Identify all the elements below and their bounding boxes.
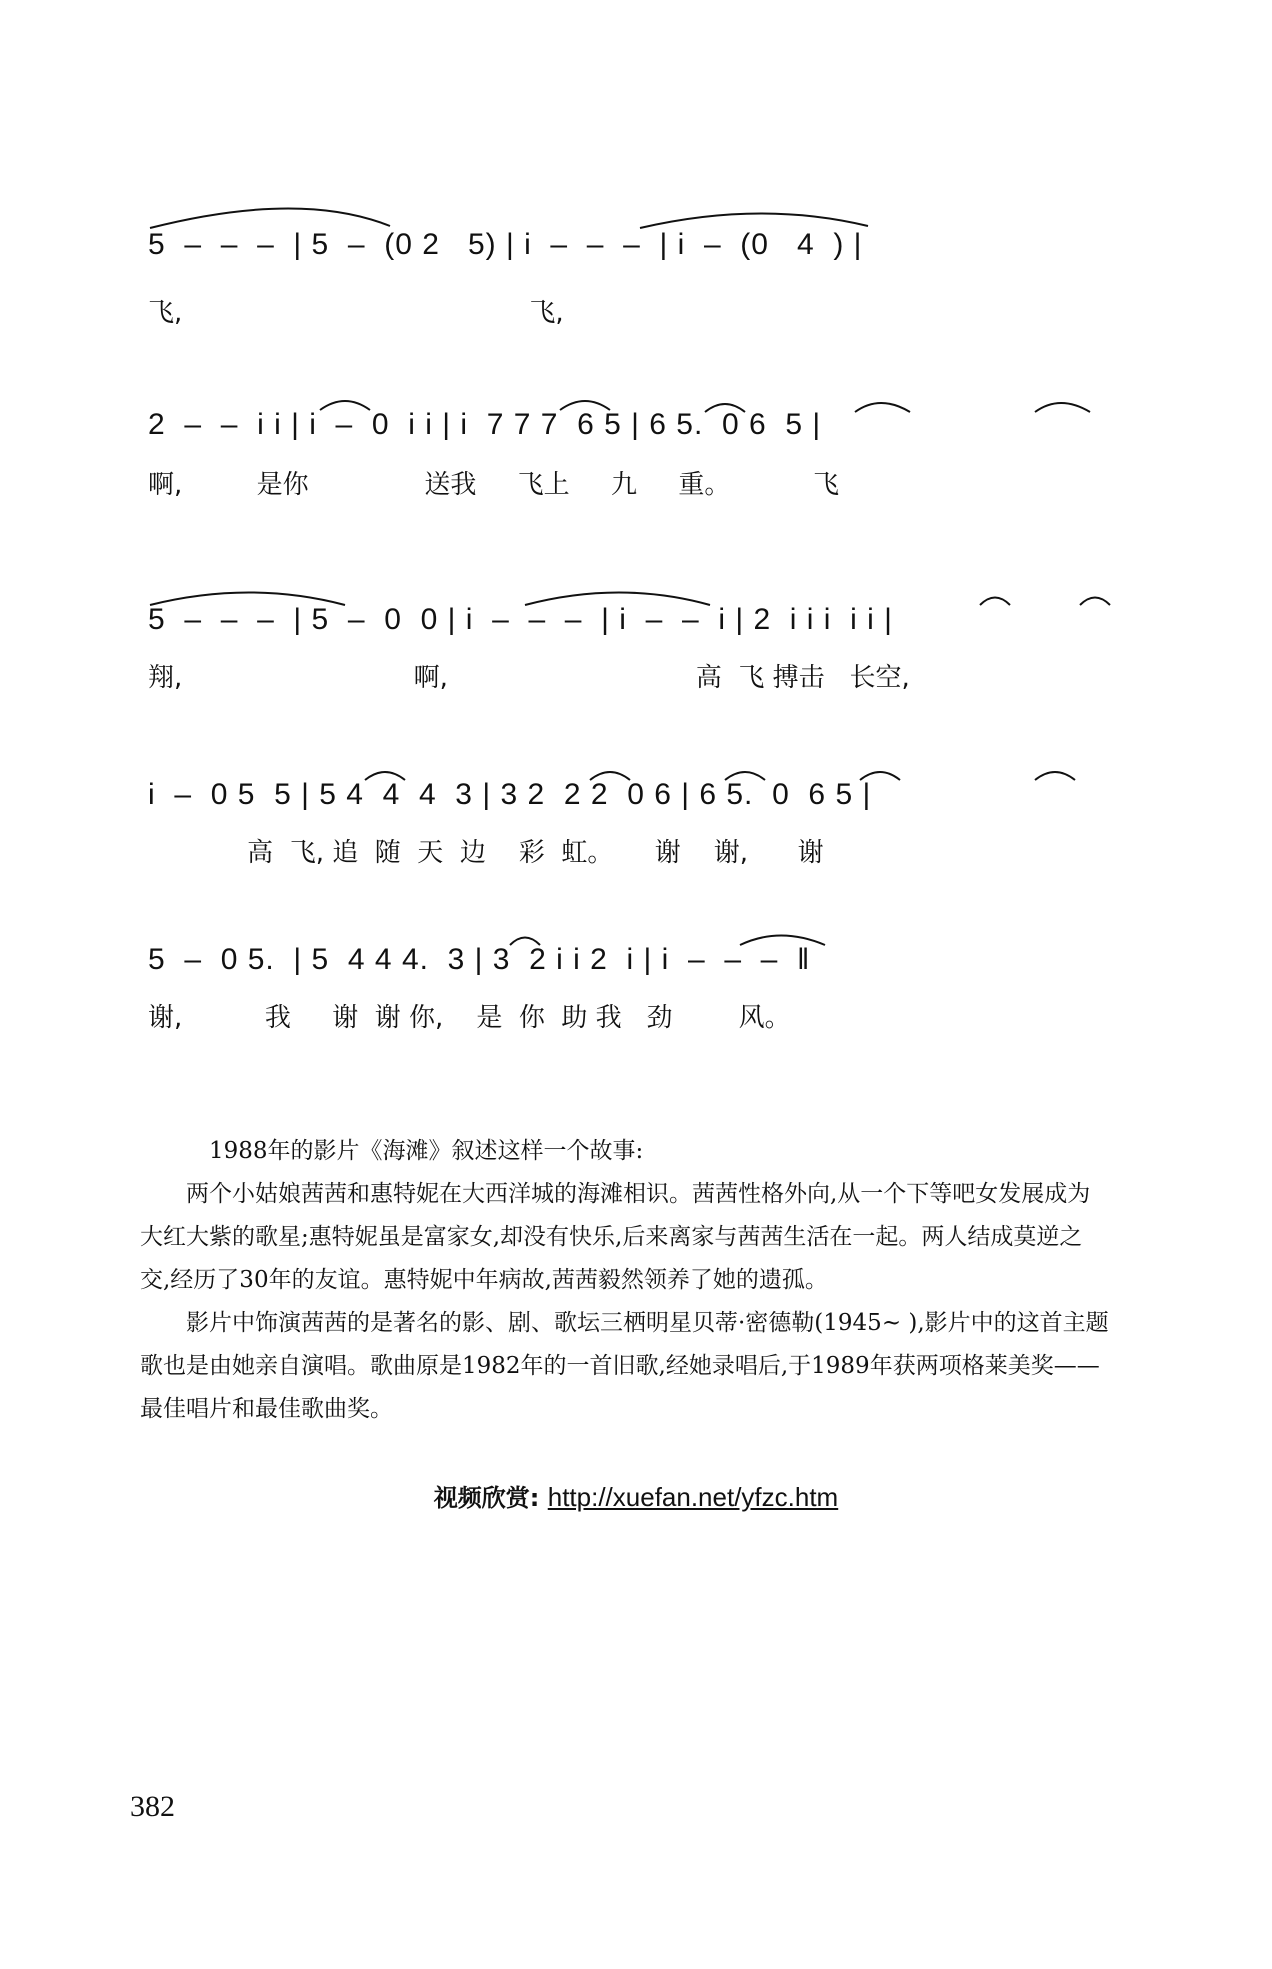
score-notes: 5 – – – | 5 – 0 0 | i – – – | i – – i | 2 i i i i i |	[148, 603, 893, 636]
score-lyrics: 翔, 啊, 高 飞 搏击 长空,	[148, 663, 910, 693]
score-lyrics: 高 飞, 追 随 天 边 彩 虹。 谢 谢, 谢	[148, 838, 824, 868]
story-paragraph-1: 两个小姑娘茜茜和惠特妮在大西洋城的海滩相识。茜茜性格外向,从一个下等吧女发展成为大红大紫的歌星;惠特妮虽是富家女,却没有快乐,后来离家与茜茜生活在一起。两人结成莫逆之交,经历了30年的友谊。惠特妮中年病故,茜茜毅然领养了她的遗孤。	[140, 1181, 1091, 1293]
video-link[interactable]: http://xuefan.net/yfzc.htm	[547, 1482, 839, 1512]
story-intro: 1988年的影片《海滩》叙述这样一个故事:	[209, 1138, 644, 1164]
score-notes: 2 – – i i | i – 0 i i | i 7 7 7 6 5 | 6 5. 0 6 5 |	[148, 408, 822, 441]
score-lyrics: 谢, 我 谢 谢 你, 是 你 助 我 劲 风。	[148, 1003, 791, 1033]
video-line	[0, 1478, 1272, 1513]
score-notes: i – 0 5 5 | 5 4 4 4 3 | 3 2 2 2 0 6 | 6 5. 0 6 5 |	[148, 778, 872, 811]
video-label: 视频欣赏:	[433, 1484, 540, 1512]
score-notes: 5 – 0 5. | 5 4 4 4. 3 | 3 2 i i 2 i | i – – – ‖	[148, 943, 811, 976]
score-notes: 5 – – – | 5 – (0 2 5) | i – – – | i – (0 4 ) |	[148, 228, 863, 261]
page-number: 382	[130, 1790, 175, 1823]
story-paragraph-2: 影片中饰演茜茜的是著名的影、剧、歌坛三栖明星贝蒂·密德勒(1945~ ),影片中的这首主题歌也是由她亲自演唱。歌曲原是1982年的一首旧歌,经她录唱后,于1989年获两项格莱美奖——最佳唱片和最佳歌曲奖。	[140, 1310, 1109, 1422]
story-text	[140, 1130, 1110, 1431]
score-lyrics: 飞, 飞,	[148, 298, 564, 328]
score-lyrics: 啊, 是你 送我 飞上 九 重。 飞	[148, 470, 839, 500]
